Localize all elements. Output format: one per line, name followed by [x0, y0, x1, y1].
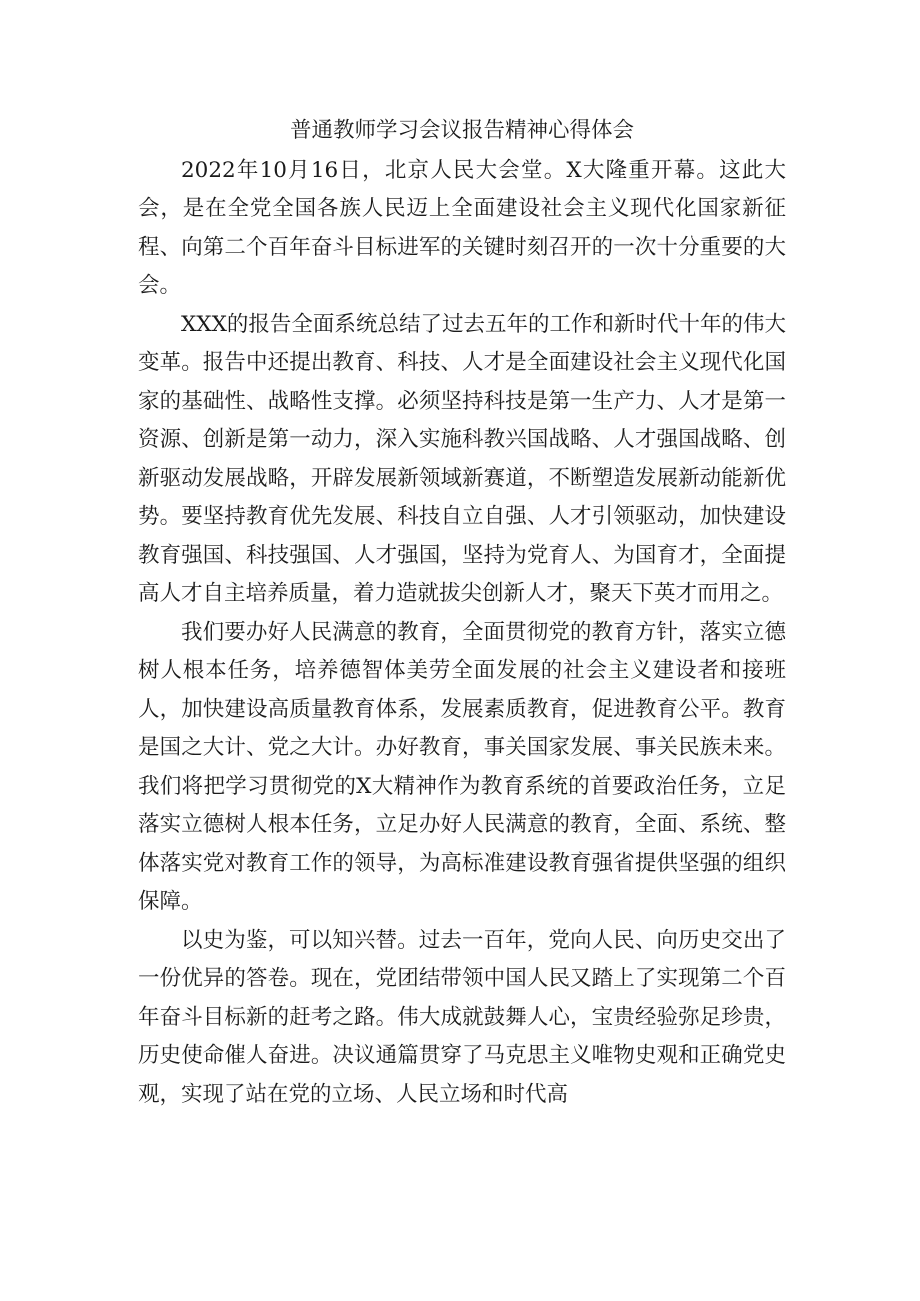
- document-body: [138, 112, 786, 1114]
- paragraph-1: 2022年10月16日，北京人民大会堂。X大隆重开幕。这此大会，是在全党全国各族人民迈上全面建设社会主义现代化国家新征程、向第二个百年奋斗目标进军的关键时刻召开的一次十分重要的大会。: [138, 157, 786, 298]
- paragraph-2: XXX的报告全面系统总结了过去五年的工作和新时代十年的伟大变革。报告中还提出教育、科技、人才是全面建设社会主义现代化国家的基础性、战略性支撑。必须坚持科技是第一生产力、人才是第一资源、创新是第一动力，深入实施科教兴国战略、人才强国战略、创新驱动发展战略，开辟发展新领域新赛道，不断塑造发展新动能新优势。要坚持教育优先发展、科技自立自强、人才引领驱动，加快建设教育强国、科技强国、人才强国，坚持为党育人、为国育才，全面提高人才自主培养质量，着力造就拔尖创新人才，聚天下英才而用之。: [138, 311, 786, 606]
- paragraph-3: 我们要办好人民满意的教育，全面贯彻党的教育方针，落实立德树人根本任务，培养德智体美劳全面发展的社会主义建设者和接班人，加快建设高质量教育体系，发展素质教育，促进教育公平。教育是国之大计、党之大计。办好教育，事关国家发展、事关民族未来。我们将把学习贯彻党的X大精神作为教育系统的首要政治任务，立足落实立德树人根本任务，立足办好人民满意的教育，全面、系统、整体落实党对教育工作的领导，为高标准建设教育强省提供坚强的组织保障。: [138, 619, 786, 914]
- document-title: 普通教师学习会议报告精神心得体会: [289, 118, 634, 143]
- paragraph-4: 以史为鉴，可以知兴替。过去一百年，党向人民、向历史交出了一份优异的答卷。现在，党团结带领中国人民又踏上了实现第二个百年奋斗目标新的赶考之路。伟大成就鼓舞人心，宝贵经验弥足珍贵，历史使命催人奋进。决议通篇贯穿了马克思主义唯物史观和正确党史观，实现了站在党的立场、人民立场和时代高: [138, 927, 786, 1107]
